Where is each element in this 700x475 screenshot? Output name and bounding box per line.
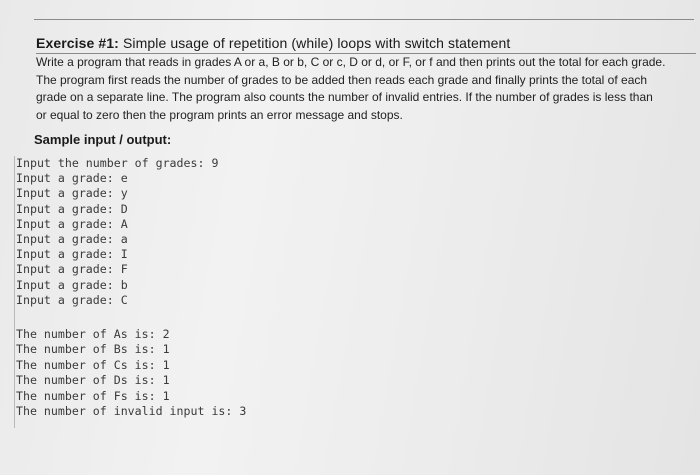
input-line: Input a grade: e [16,171,128,186]
console-blank-gap [16,308,246,327]
console-margin-line [14,156,15,428]
description-line: Write a program that reads in grades A or a, B or b, C or c, D or d, or F, or f and then prints out the total for each grade. [36,55,666,69]
input-line: Input a grade: a [16,232,128,247]
input-line: Input a grade: b [16,277,128,292]
exercise-title [36,35,510,51]
exercise-description [36,54,696,124]
description-line: grade on a separate line. The program also counts the number of invalid entries. If the number of grades is less than [36,90,653,104]
exercise-title-text: Simple usage of repetition (while) loops with switch statement [122,35,511,51]
input-line: Input a grade: F [16,262,128,277]
output-line: The number of invalid input is: 3 [16,404,247,419]
description-line: The program first reads the number of grades to be added then reads each grade and finally prints the total of each [36,72,648,87]
exercise-label: Exercise #1: [36,35,119,51]
description-line: or equal to zero then the program prints an error message and stops. [36,107,403,122]
input-line: Input a grade: D [16,201,128,216]
input-line: Input a grade: y [16,186,128,201]
sample-heading: Sample input / output: [34,132,172,147]
input-line: Input a grade: C [16,292,128,307]
output-line: The number of Cs is: 1 [16,357,170,372]
input-line: Input a grade: A [16,216,128,231]
input-line: Input the number of grades: 9 [16,156,219,170]
output-line: The number of As is: 2 [16,327,170,342]
output-line: The number of Bs is: 1 [16,342,170,357]
top-rule [34,19,694,20]
output-line: The number of Ds is: 1 [16,373,170,388]
sample-console [16,156,246,419]
input-line: Input a grade: I [16,247,128,262]
output-line: The number of Fs is: 1 [16,388,170,403]
